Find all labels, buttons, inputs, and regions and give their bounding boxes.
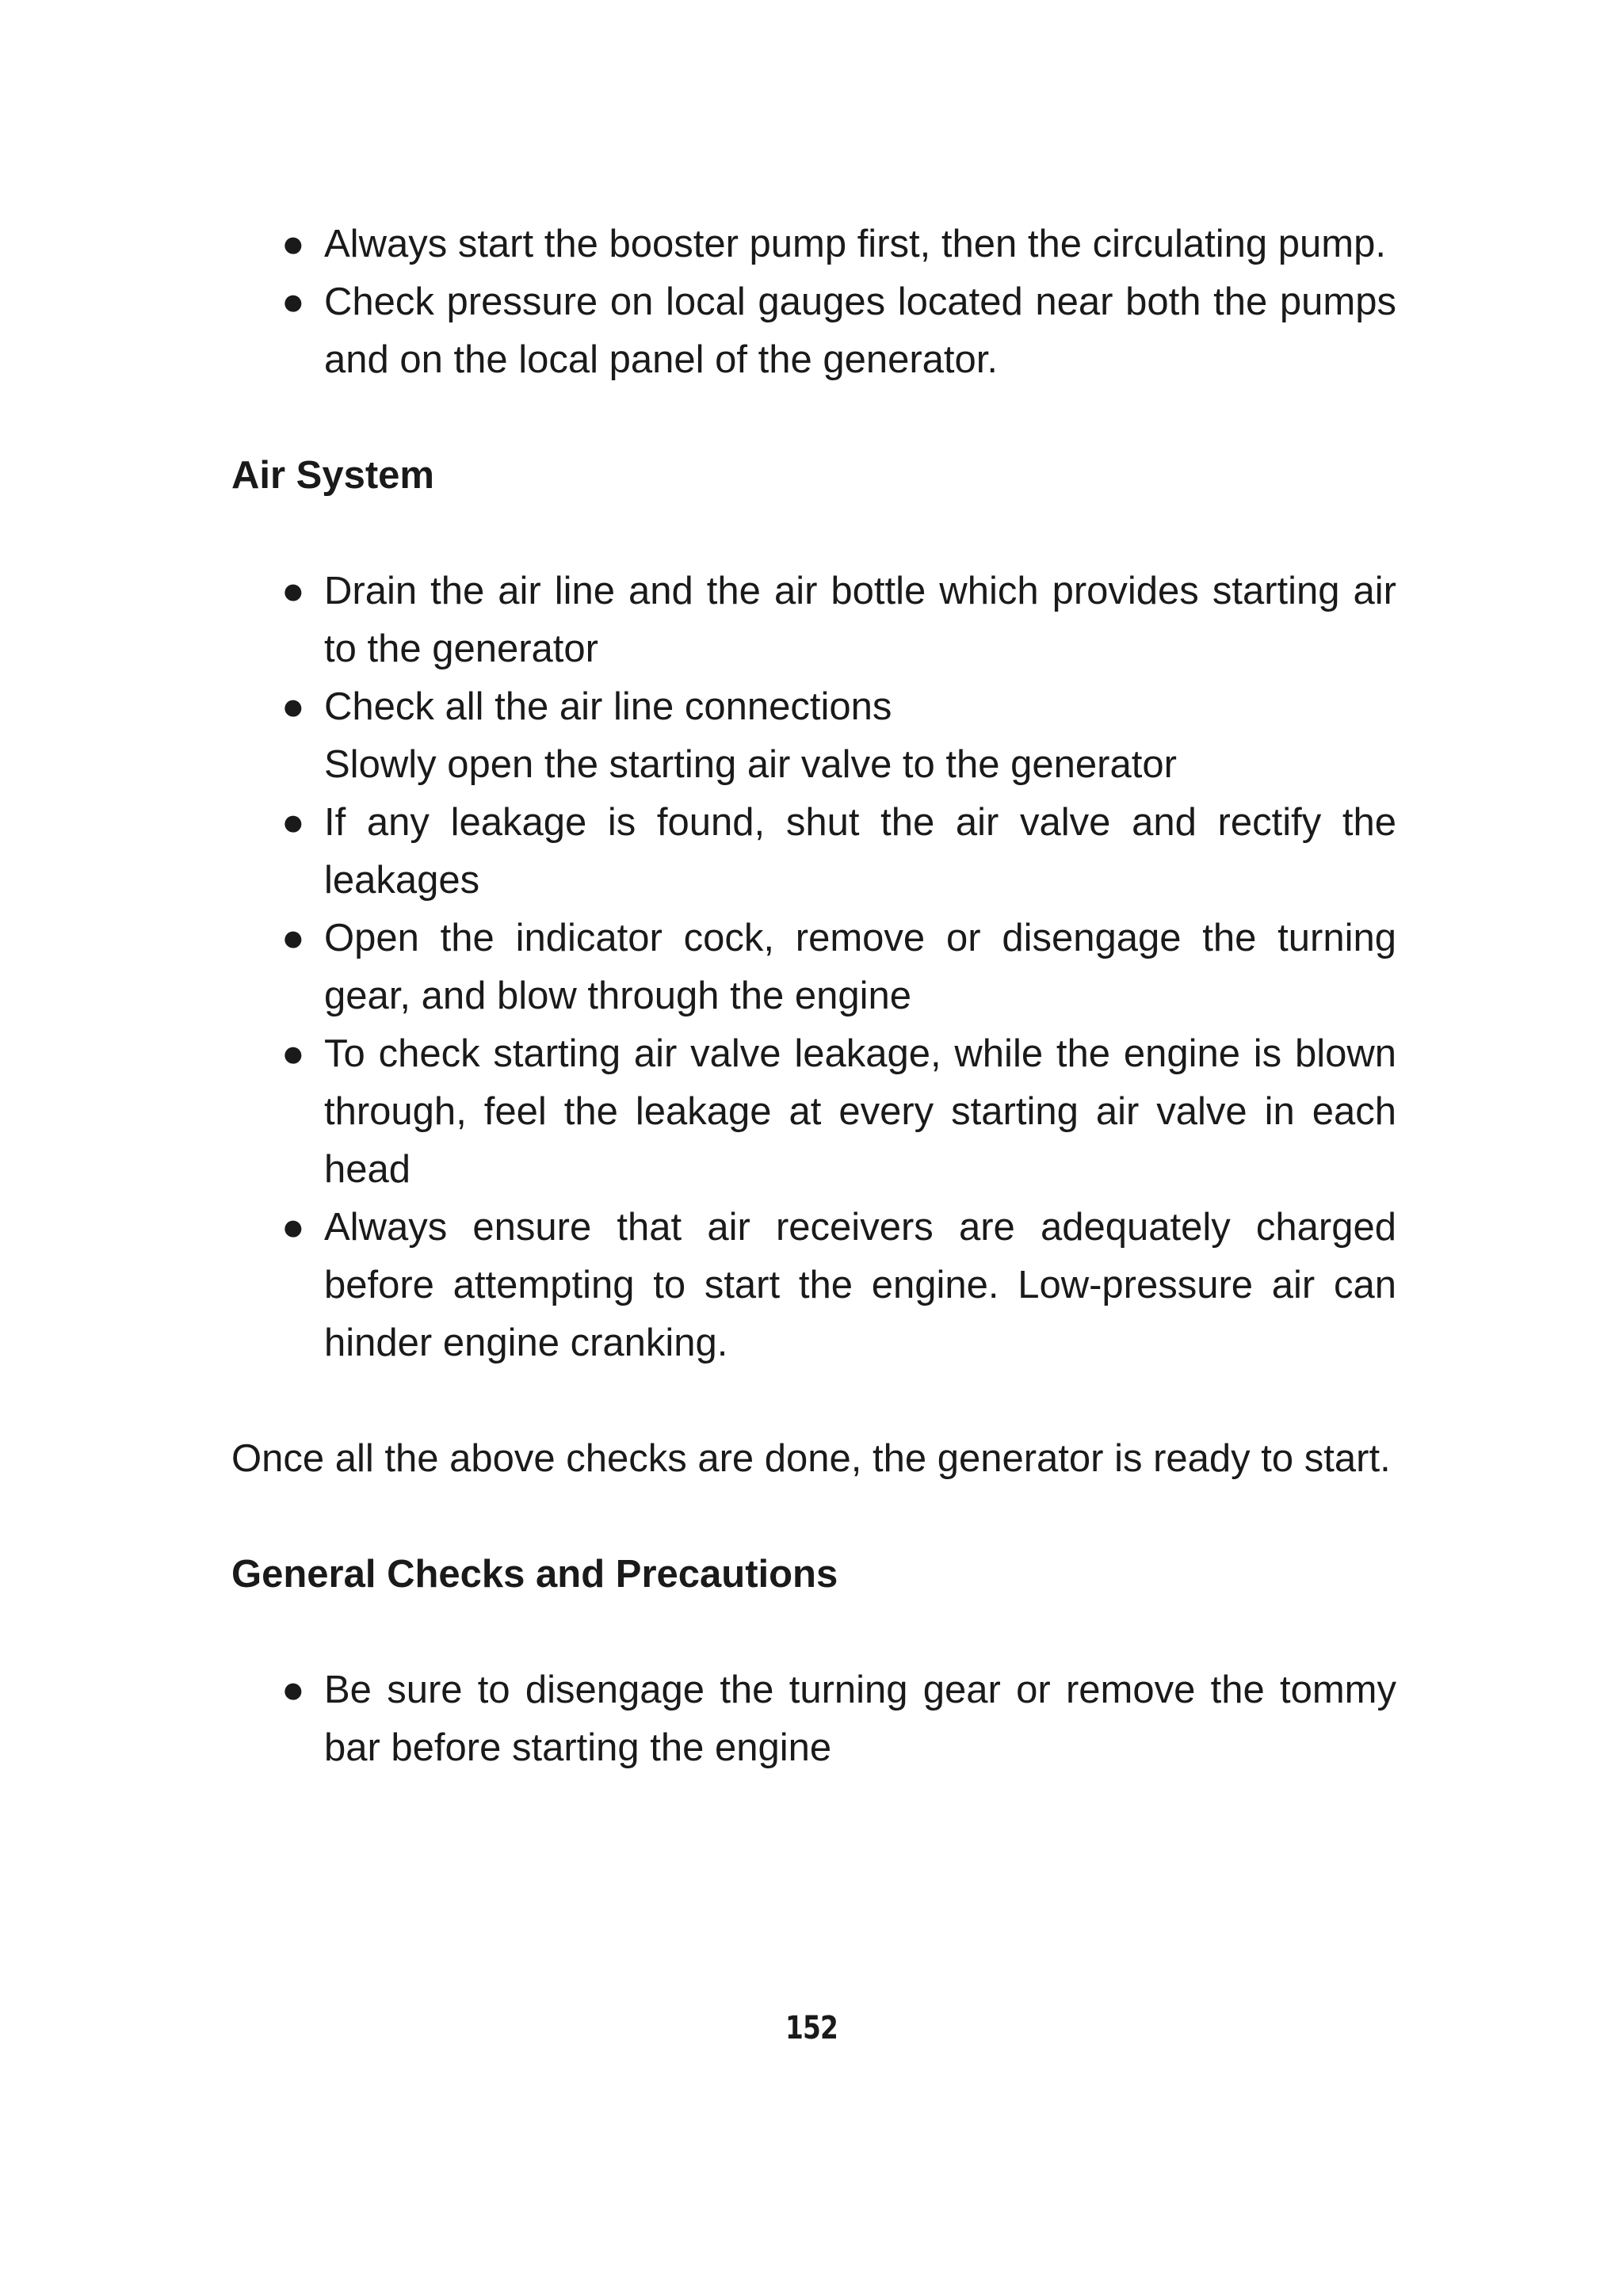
section-heading-general-checks: General Checks and Precautions (231, 1553, 838, 1596)
list-item (281, 215, 1396, 273)
list-item (281, 563, 1396, 678)
bullet-icon: ● (281, 1206, 305, 1249)
list-item-text: Slowly open the starting air valve to the generator (324, 743, 1177, 786)
list-item-text: Check all the air line connections (324, 685, 892, 728)
bullet-icon: ● (281, 801, 305, 844)
general-checks-bullet-list (231, 1661, 1396, 1777)
list-item (281, 1199, 1396, 1372)
list-item (281, 794, 1396, 910)
list-item-text: Drain the air line and the air bottle which provides starting air to the generator (324, 570, 1396, 670)
list-item (281, 678, 1396, 736)
list-item (324, 736, 1396, 794)
list-item-text: To check starting air valve leakage, while the engine is blown through, feel the leakage at every starting air valve in each head (324, 1032, 1396, 1191)
page-content (231, 215, 1396, 1777)
list-item (281, 1661, 1396, 1777)
closing-paragraph: Once all the above checks are done, the generator is ready to start. (231, 1437, 1391, 1480)
list-item-text: Be sure to disengage the turning gear or remove the tommy bar before starting the engine (324, 1669, 1396, 1769)
air-system-bullet-list (231, 563, 1396, 1372)
list-item-text: Always ensure that air receivers are adequately charged before attempting to start the engine. Low-pressure air can hinder engine cranking. (324, 1206, 1396, 1364)
bullet-icon: ● (281, 280, 305, 323)
list-item-text: Always start the booster pump first, then the circulating pump. (324, 223, 1386, 265)
list-item-text: Check pressure on local gauges located near both the pumps and on the local panel of the generator. (324, 280, 1396, 381)
page-number: 152 (785, 2010, 838, 2046)
bullet-icon: ● (281, 1032, 305, 1075)
list-item-text: If any leakage is found, shut the air valve and rectify the leakages (324, 801, 1396, 902)
bullet-icon: ● (281, 223, 305, 265)
bullet-icon: ● (281, 917, 305, 959)
bullet-icon: ● (281, 570, 305, 612)
list-item (281, 910, 1396, 1025)
list-item-text: Open the indicator cock, remove or disengage the turning gear, and blow through the engine (324, 917, 1396, 1017)
bullet-icon: ● (281, 1669, 305, 1711)
bullet-icon: ● (281, 685, 305, 728)
intro-bullet-list (231, 215, 1396, 389)
section-heading-air-system: Air System (231, 454, 435, 497)
list-item (281, 1025, 1396, 1199)
list-item (281, 273, 1396, 389)
